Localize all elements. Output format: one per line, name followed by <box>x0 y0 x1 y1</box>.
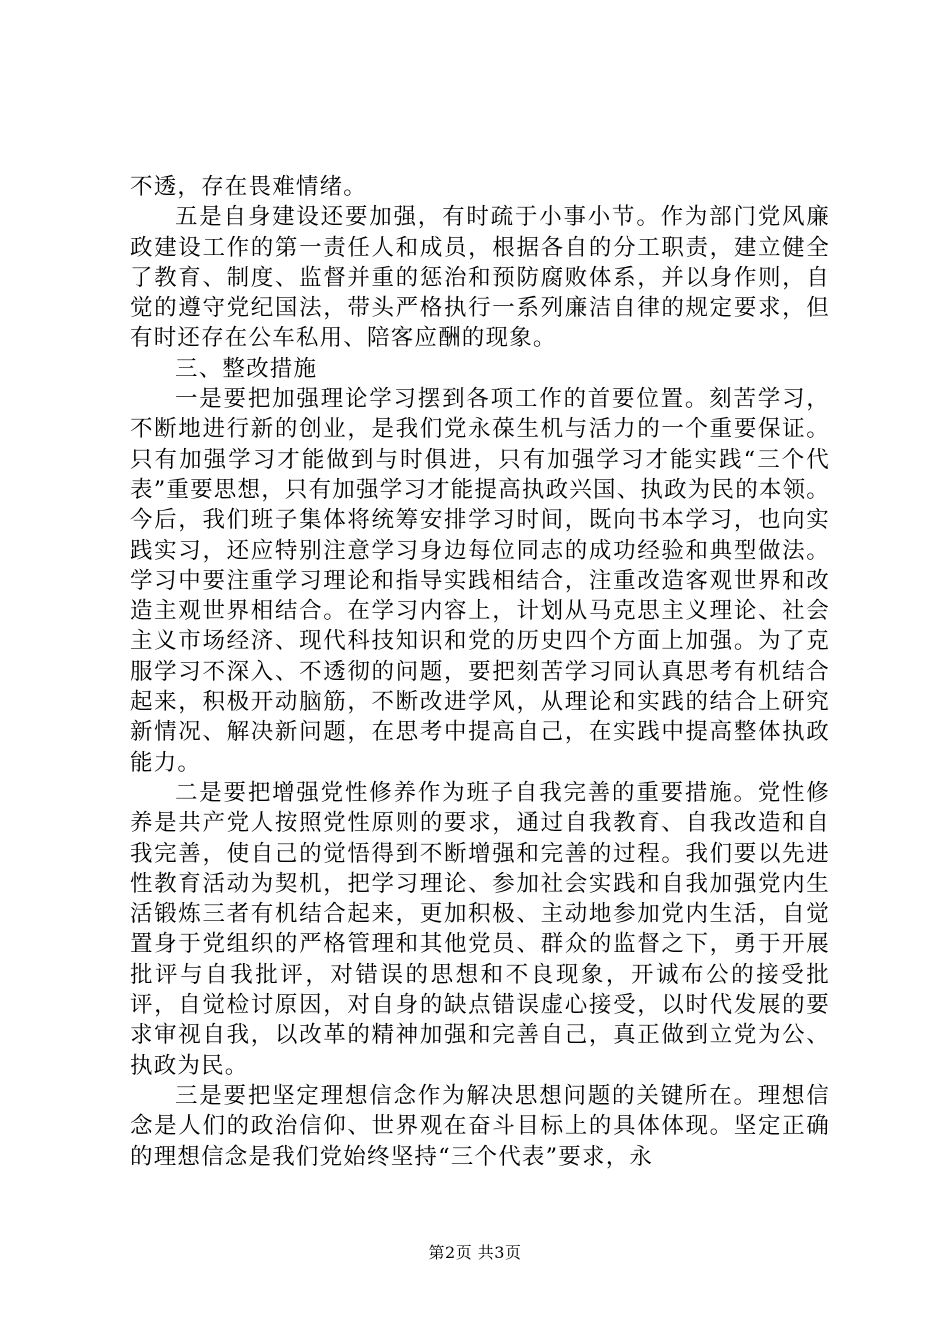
paragraph-2: 五是自身建设还要加强，有时疏于小事小节。作为部门党风廉政建设工作的第一责任人和成员，根据各自的分工职责，建立健全了教育、制度、监督并重的惩治和预防腐败体系，并以身作则，自觉的遵守党纪国法，带头严格执行一系列廉洁自律的规定要求，但有时还存在公车私用、陪客应酬的现象。 <box>130 204 830 352</box>
page-footer: 第2页 共3页 <box>428 1243 522 1262</box>
paragraph-5: 三是要把坚定理想信念作为解决思想问题的关键所在。理想信念是人们的政治信仰、世界观在奋斗目标上的具体体现。坚定正确的理想信念是我们党始终坚持“三个代表”要求，永 <box>130 1082 830 1170</box>
paragraph-4: 二是要把增强党性修养作为班子自我完善的重要措施。党性修养是共产党人按照党性原则的要求，通过自我教育、自我改造和自我完善，使自己的觉悟得到不断增强和完善的过程。我们要以先进性教育活动为契机，把学习理论、参加社会实践和自我加强党内生活锻炼三者有机结合起来，更加积极、主动地参加党内生活，自觉置身于党组织的严格管理和其他党员、群众的监督之下，勇于开展批评与自我批评，对错误的思想和不良现象，开诚布公的接受批评，自觉检讨原因，对自身的缺点错误虚心接受，以时代发展的要求审视自我，以改革的精神加强和完善自己，真正做到立党为公、执政为民。 <box>130 779 830 1079</box>
paragraph-1: 不透，存在畏难情绪。 <box>130 174 368 200</box>
paragraph-3: 一是要把加强理论学习摆到各项工作的首要位置。刻苦学习，不断地进行新的创业，是我们党永葆生机与活力的一个重要保证。只有加强学习才能做到与时俱进，只有加强学习才能实践“三个代表”重要思想，只有加强学习才能提高执政兴国、执政为民的本领。今后，我们班子集体将统筹安排学习时间，既向书本学习，也向实践实习，还应特别注意学习身边每位同志的成功经验和典型做法。学习中要注重学习理论和指导实践相结合，注重改造客观世界和改造主观世界相结合。在学习内容上，计划从马克思主义理论、社会主义市场经济、现代科技知识和党的历史四个方面上加强。为了克服学习不深入、不透彻的问题，要把刻苦学习同认真思考有机结合起来，积极开动脑筋，不断改进学风，从理论和实践的结合上研究新情况、解决新问题，在思考中提高自己，在实践中提高整体执政能力。 <box>130 386 831 776</box>
document-body <box>130 172 830 1172</box>
section-heading: 三、整改措施 <box>175 355 318 382</box>
